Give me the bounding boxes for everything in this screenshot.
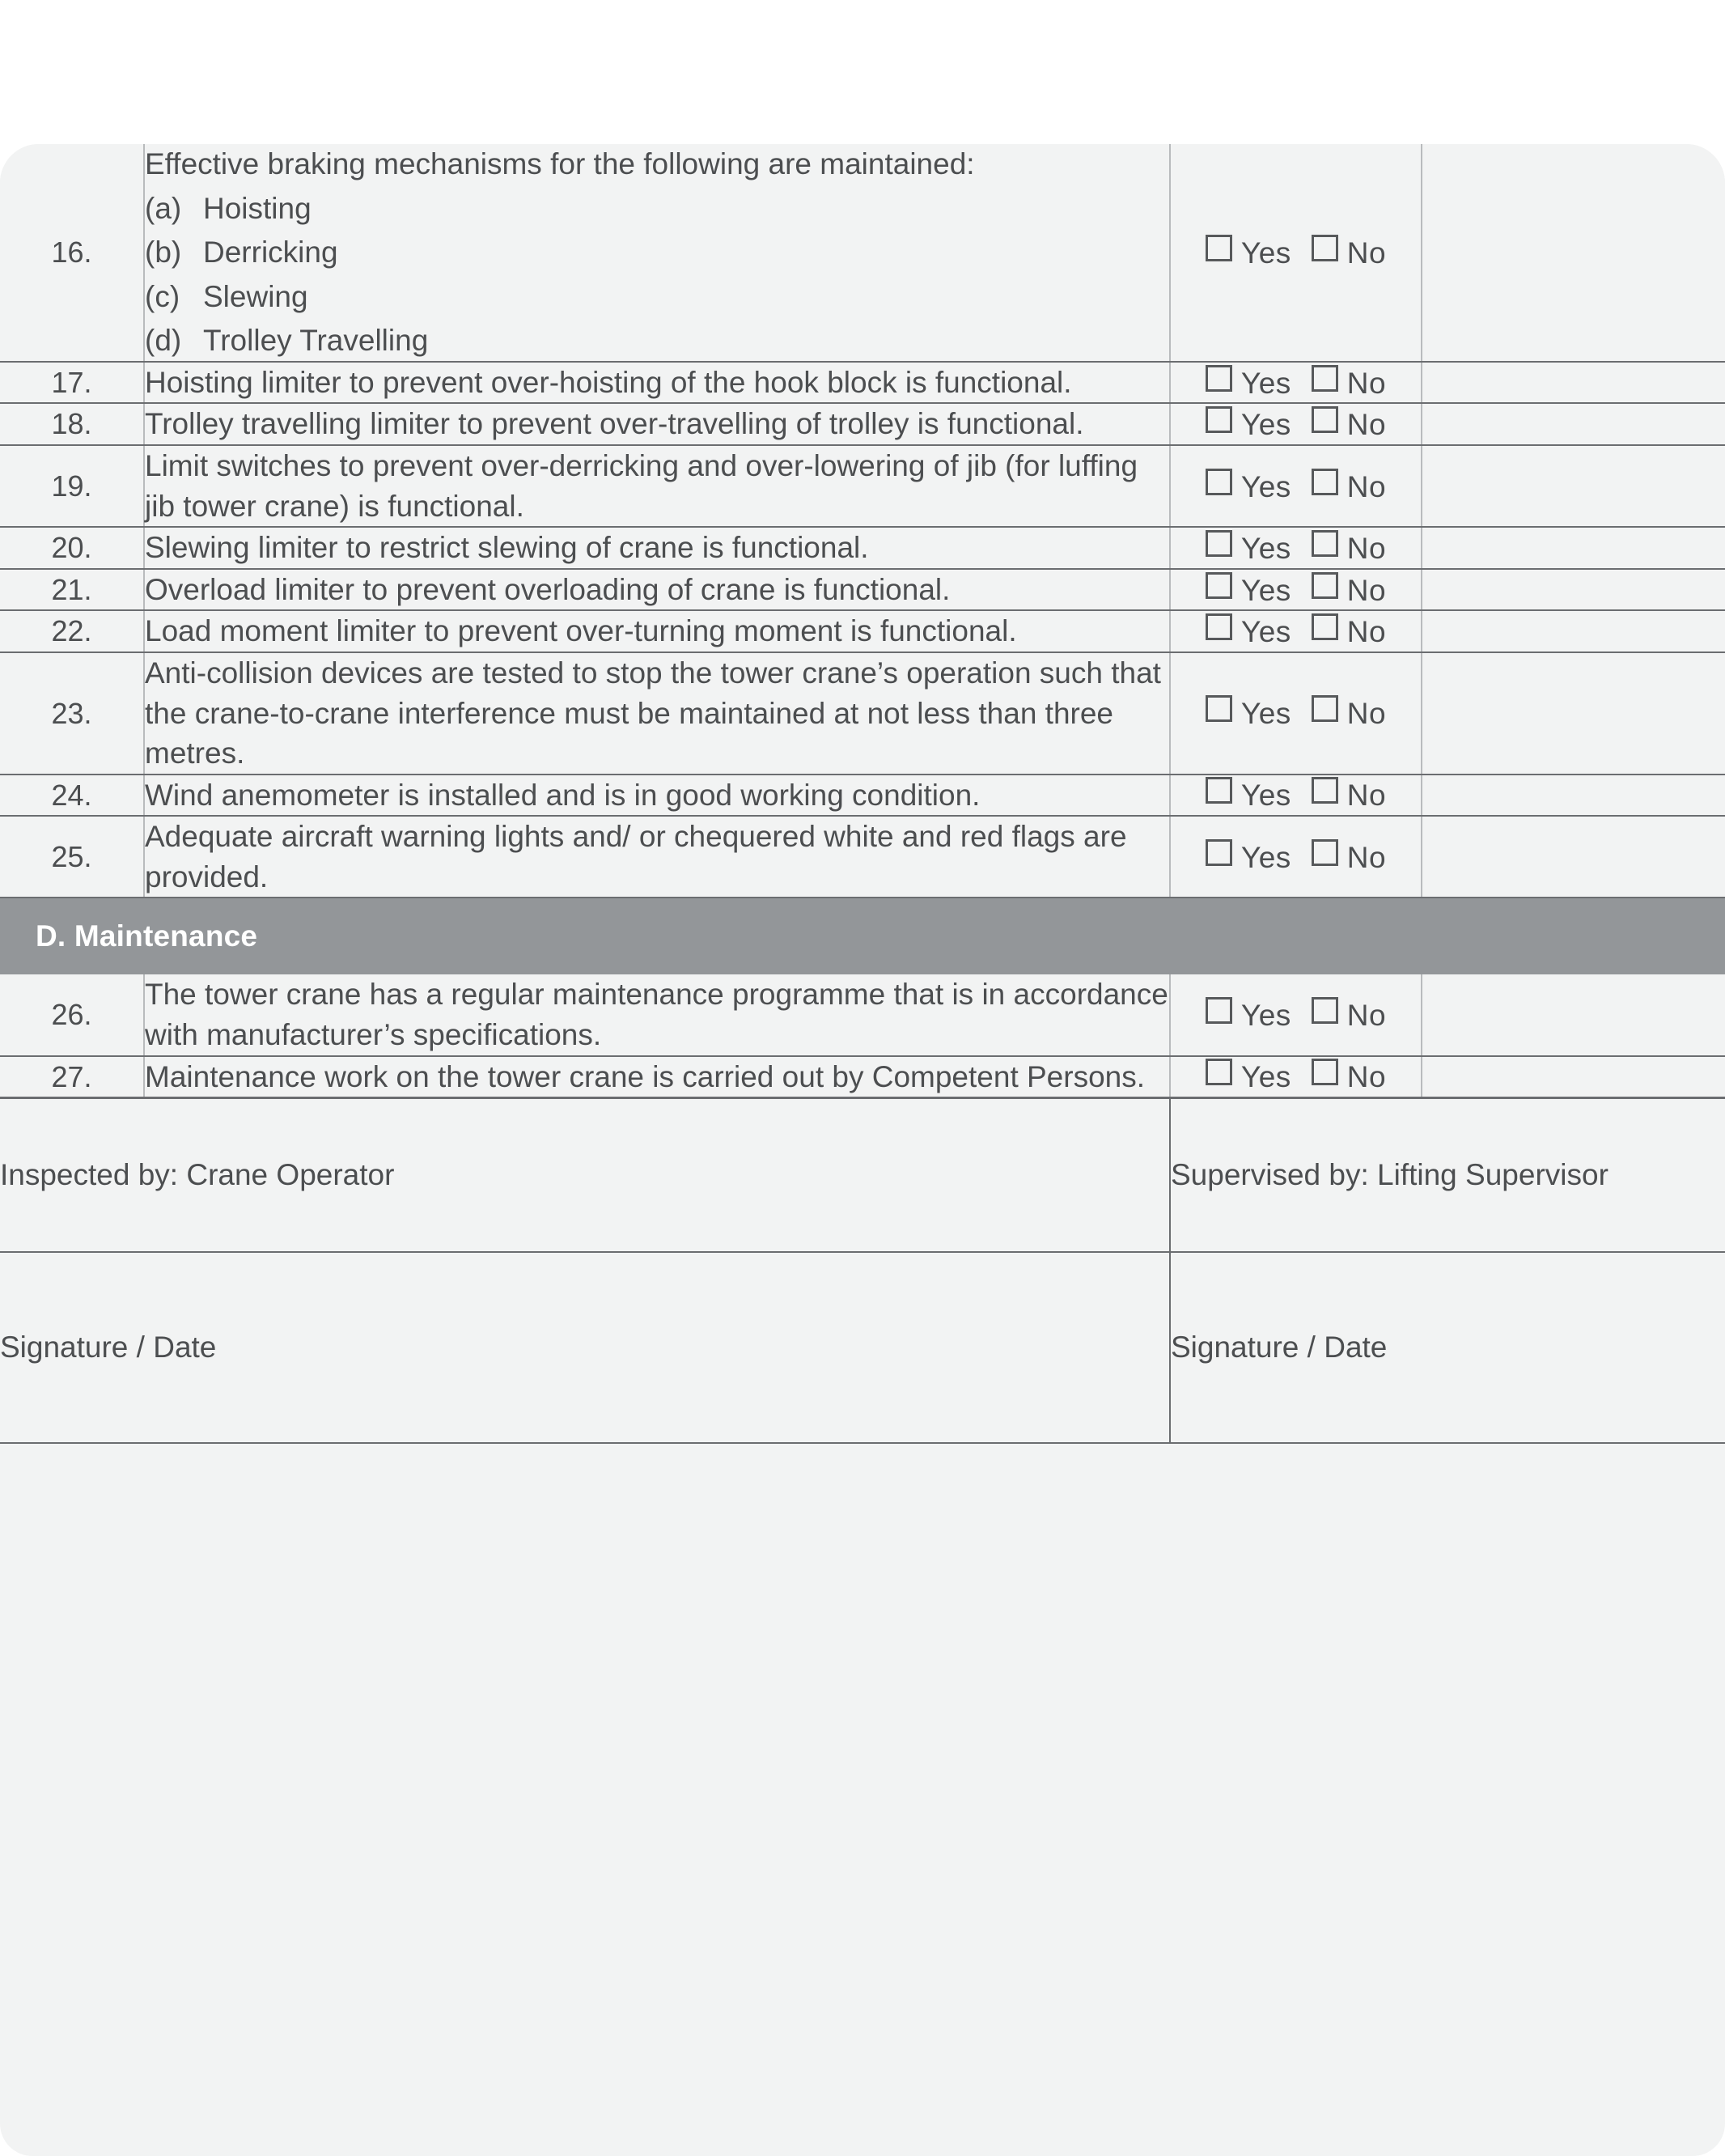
checkbox-icon[interactable] (1206, 530, 1232, 557)
no-label: No (1346, 469, 1387, 503)
yes-option[interactable] (1206, 779, 1291, 812)
yes-option[interactable] (1206, 367, 1291, 400)
item-number: 22. (0, 610, 144, 652)
yes-no-group (1206, 695, 1386, 731)
checkbox-icon[interactable] (1312, 695, 1338, 722)
no-label: No (1346, 615, 1387, 649)
item-number: 16. (0, 144, 144, 362)
answer-cell (1170, 527, 1422, 569)
inspected-by-cell (0, 1098, 1170, 1253)
item-number: 27. (0, 1056, 144, 1098)
table-row (0, 445, 1725, 527)
checkbox-icon[interactable] (1312, 1059, 1338, 1085)
yes-label: Yes (1240, 366, 1291, 400)
answer-cell (1170, 1056, 1422, 1098)
item-description-text: Effective braking mechanisms for the following are maintained: (145, 147, 975, 180)
checklist-sheet (0, 144, 1725, 2156)
answer-cell (1170, 569, 1422, 611)
list-item (145, 277, 1169, 317)
sub-item-marker: (b) (145, 236, 182, 270)
no-option[interactable] (1312, 779, 1386, 812)
checkbox-icon[interactable] (1206, 613, 1232, 640)
item-description: Limit switches to prevent over-derricking and over-lowering of jib (for luffing jib tower crane) is functional. (144, 445, 1170, 527)
remarks-cell[interactable] (1422, 816, 1725, 898)
yes-label: Yes (1240, 469, 1291, 503)
item-description: Hoisting limiter to prevent over-hoisting of the hook block is functional. (144, 362, 1170, 404)
sub-item-label: Derricking (203, 236, 338, 270)
sub-item-label: Hoisting (203, 191, 312, 225)
yes-label: Yes (1240, 1060, 1291, 1094)
yes-label: Yes (1240, 615, 1291, 649)
no-option[interactable] (1312, 408, 1386, 441)
no-label: No (1346, 531, 1387, 565)
checkbox-icon[interactable] (1312, 469, 1338, 495)
table-row (0, 527, 1725, 569)
signature-date-right-label: Signature / Date (1171, 1331, 1388, 1364)
no-option[interactable] (1312, 999, 1386, 1032)
signature-date-left-cell[interactable] (0, 1252, 1170, 1443)
item-description: Maintenance work on the tower crane is carried out by Competent Persons. (144, 1056, 1170, 1098)
no-label: No (1346, 779, 1387, 813)
item-description: Overload limiter to prevent overloading of crane is functional. (144, 569, 1170, 611)
section-header-row (0, 898, 1725, 974)
yes-no-group (1206, 613, 1386, 649)
no-label: No (1346, 1060, 1387, 1094)
checkbox-icon[interactable] (1312, 613, 1338, 640)
supervised-by-cell (1170, 1098, 1725, 1253)
yes-label: Yes (1240, 840, 1291, 874)
list-item (145, 232, 1169, 273)
table-row (0, 652, 1725, 775)
remarks-cell[interactable] (1422, 610, 1725, 652)
no-option[interactable] (1312, 574, 1386, 607)
yes-no-group (1206, 777, 1386, 813)
table-row (0, 775, 1725, 817)
sub-item-label: Slewing (203, 279, 308, 313)
signature-row (0, 1252, 1725, 1443)
checkbox-icon[interactable] (1312, 406, 1338, 433)
no-option[interactable] (1312, 1060, 1386, 1093)
checkbox-icon[interactable] (1312, 365, 1338, 392)
item-description: Anti-collision devices are tested to stop the tower crane’s operation such that the crane-to-crane interference must be maintained at not less than three metres. (144, 652, 1170, 775)
remarks-cell[interactable] (1422, 775, 1725, 817)
item-number: 26. (0, 974, 144, 1055)
answer-cell (1170, 775, 1422, 817)
item-description: Trolley travelling limiter to prevent over-travelling of trolley is functional. (144, 403, 1170, 445)
sub-item-label: Trolley Travelling (203, 324, 429, 358)
yes-option[interactable] (1206, 532, 1291, 565)
item-number: 17. (0, 362, 144, 404)
no-label: No (1346, 366, 1387, 400)
checkbox-icon[interactable] (1312, 572, 1338, 599)
answer-cell (1170, 362, 1422, 404)
yes-no-group (1206, 839, 1386, 875)
yes-no-group (1206, 1059, 1386, 1094)
no-option[interactable] (1312, 470, 1386, 503)
checkbox-icon[interactable] (1312, 530, 1338, 557)
remarks-cell[interactable] (1422, 974, 1725, 1055)
answer-cell (1170, 816, 1422, 898)
yes-label: Yes (1240, 998, 1291, 1032)
remarks-cell[interactable] (1422, 445, 1725, 527)
no-option[interactable] (1312, 367, 1386, 400)
yes-option[interactable] (1206, 1060, 1291, 1093)
yes-option[interactable] (1206, 697, 1291, 730)
table-row (0, 610, 1725, 652)
no-option[interactable] (1312, 236, 1386, 270)
remarks-cell[interactable] (1422, 362, 1725, 404)
item-description: The tower crane has a regular maintenance programme that is in accordance with manufacturer’s specifications. (144, 974, 1170, 1055)
list-item (145, 320, 1169, 361)
item-description: Load moment limiter to prevent over-turning moment is functional. (144, 610, 1170, 652)
item-description: Adequate aircraft warning lights and/ or chequered white and red flags are provided. (144, 816, 1170, 898)
answer-cell (1170, 445, 1422, 527)
no-label: No (1346, 408, 1387, 442)
checkbox-icon[interactable] (1206, 235, 1232, 261)
section-header-cell (0, 898, 1725, 974)
checkbox-icon[interactable] (1206, 997, 1232, 1024)
answer-cell (1170, 974, 1422, 1055)
section-header-label: D. Maintenance (0, 898, 1725, 974)
item-number: 23. (0, 652, 144, 775)
checkbox-icon[interactable] (1206, 839, 1232, 866)
checkbox-icon[interactable] (1206, 1059, 1232, 1085)
no-label: No (1346, 236, 1387, 270)
yes-option[interactable] (1206, 615, 1291, 648)
signature-date-right-cell[interactable] (1170, 1252, 1725, 1443)
answer-cell (1170, 144, 1422, 362)
table-row (0, 403, 1725, 445)
yes-option[interactable] (1206, 236, 1291, 270)
yes-option[interactable] (1206, 999, 1291, 1032)
item-description: Wind anemometer is installed and is in good working condition. (144, 775, 1170, 817)
remarks-cell[interactable] (1422, 144, 1725, 362)
answer-cell (1170, 652, 1422, 775)
remarks-cell[interactable] (1422, 1056, 1725, 1098)
item-number: 21. (0, 569, 144, 611)
yes-label: Yes (1240, 779, 1291, 813)
supervised-by-label: Supervised by: Lifting Supervisor (1171, 1158, 1608, 1192)
table-row (0, 362, 1725, 404)
checkbox-icon[interactable] (1206, 572, 1232, 599)
sub-item-marker: (d) (145, 324, 182, 358)
remarks-cell[interactable] (1422, 403, 1725, 445)
yes-no-group (1206, 365, 1386, 401)
yes-no-group (1206, 469, 1386, 504)
no-option[interactable] (1312, 697, 1386, 730)
remarks-cell[interactable] (1422, 527, 1725, 569)
checkbox-icon[interactable] (1312, 235, 1338, 261)
remarks-cell[interactable] (1422, 652, 1725, 775)
tower-crane-checklist-table (0, 144, 1725, 1444)
list-item (145, 189, 1169, 229)
inspected-by-label: Inspected by: Crane Operator (0, 1158, 395, 1192)
yes-option[interactable] (1206, 408, 1291, 441)
item-number: 20. (0, 527, 144, 569)
yes-label: Yes (1240, 531, 1291, 565)
yes-no-group (1206, 235, 1386, 270)
yes-option[interactable] (1206, 574, 1291, 607)
item-number: 19. (0, 445, 144, 527)
answer-cell (1170, 610, 1422, 652)
table-row (0, 144, 1725, 362)
no-label: No (1346, 998, 1387, 1032)
checkbox-icon[interactable] (1206, 777, 1232, 804)
checkbox-icon[interactable] (1206, 365, 1232, 392)
yes-no-group (1206, 406, 1386, 442)
yes-option[interactable] (1206, 470, 1291, 503)
no-label: No (1346, 840, 1387, 874)
signatory-row (0, 1098, 1725, 1253)
sub-item-marker: (a) (145, 191, 182, 225)
checkbox-icon[interactable] (1312, 997, 1338, 1024)
answer-cell (1170, 403, 1422, 445)
no-option[interactable] (1312, 841, 1386, 874)
yes-option[interactable] (1206, 841, 1291, 874)
remarks-cell[interactable] (1422, 569, 1725, 611)
item-number: 25. (0, 816, 144, 898)
no-option[interactable] (1312, 532, 1386, 565)
signature-date-left-label: Signature / Date (0, 1331, 217, 1364)
no-label: No (1346, 697, 1387, 731)
table-row (0, 1056, 1725, 1098)
checkbox-icon[interactable] (1206, 406, 1232, 433)
yes-no-group (1206, 572, 1386, 608)
yes-label: Yes (1240, 408, 1291, 442)
yes-label: Yes (1240, 573, 1291, 607)
item-description: Slewing limiter to restrict slewing of crane is functional. (144, 527, 1170, 569)
no-label: No (1346, 573, 1387, 607)
checkbox-icon[interactable] (1206, 695, 1232, 722)
yes-label: Yes (1240, 236, 1291, 270)
item-number: 18. (0, 403, 144, 445)
table-row (0, 816, 1725, 898)
checkbox-icon[interactable] (1312, 777, 1338, 804)
yes-label: Yes (1240, 697, 1291, 731)
sub-item-marker: (c) (145, 279, 180, 313)
sub-item-list (145, 189, 1169, 361)
table-row (0, 569, 1725, 611)
no-option[interactable] (1312, 615, 1386, 648)
item-description (144, 144, 1170, 362)
checkbox-icon[interactable] (1206, 469, 1232, 495)
yes-no-group (1206, 530, 1386, 566)
yes-no-group (1206, 997, 1386, 1033)
checkbox-icon[interactable] (1312, 839, 1338, 866)
table-row (0, 974, 1725, 1055)
item-number: 24. (0, 775, 144, 817)
